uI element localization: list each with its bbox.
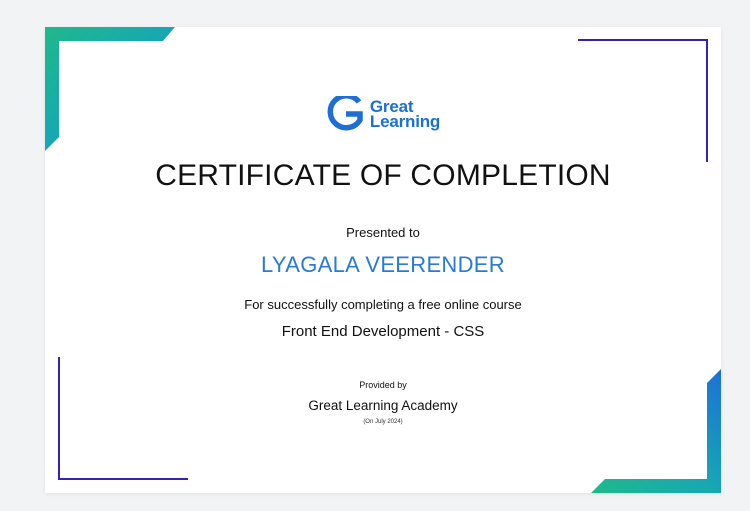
provided-by-label: Provided by: [359, 380, 407, 390]
course-name: Front End Development - CSS: [281, 323, 485, 340]
completion-text: For successfully completing a free online course: [244, 297, 522, 312]
recipient-name: LYAGALA VEERENDER: [261, 252, 505, 277]
great-learning-logo: [45, 96, 721, 132]
provider-name: Great Learning Academy: [308, 398, 458, 413]
presented-to-label: Presented to: [346, 225, 420, 240]
logo-line-1: Great: [369, 97, 414, 116]
bottom-left-corner-bracket: [59, 357, 188, 479]
certificate-card: [45, 27, 721, 493]
certificate-title: CERTIFICATE OF COMPLETION: [155, 159, 611, 192]
g-logo-icon: [326, 96, 366, 132]
logo-line-2: Learning: [369, 112, 441, 131]
top-left-corner-accent: [45, 27, 175, 151]
logo-wordmark: [370, 99, 440, 129]
completion-date: (On July 2024): [363, 419, 403, 425]
